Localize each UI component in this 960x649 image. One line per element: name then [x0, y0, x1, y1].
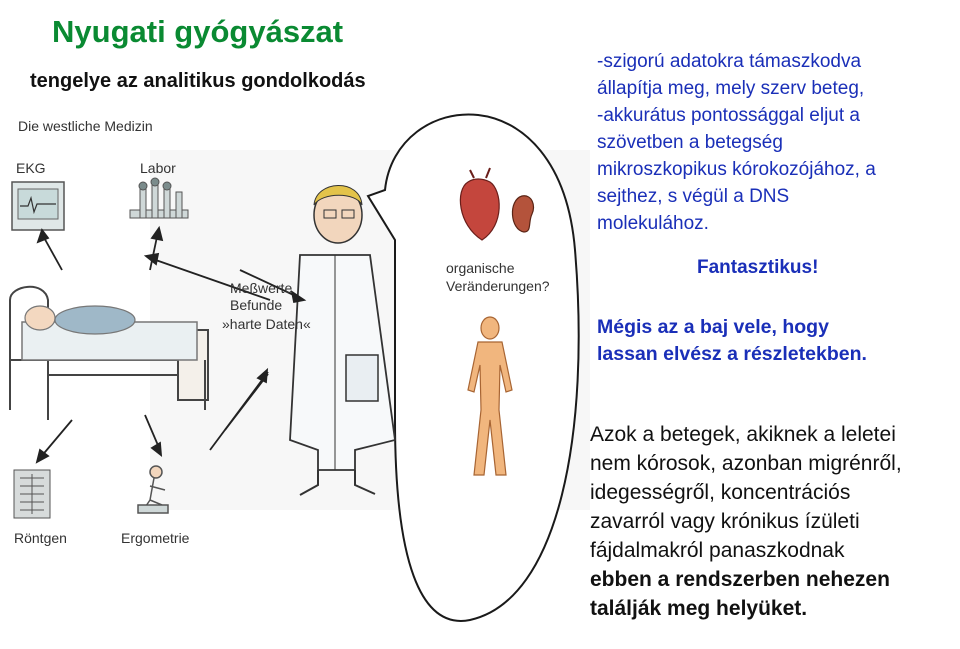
emphasis-line: lassan elvész a részletekben.: [597, 343, 867, 365]
description-line: mikroszkopikus kórokozójához, a: [597, 159, 876, 180]
xray-icon: [14, 470, 50, 518]
description-text: [597, 48, 957, 237]
description-line: állapítja meg, mely szerv beteg,: [597, 78, 865, 99]
patients-text: [590, 420, 958, 623]
page-subtitle: tengelye az analitikus gondolkodás: [30, 70, 366, 92]
description-line: szövetben a betegség: [597, 132, 783, 153]
page-title: Nyugati gyógyászat: [52, 14, 344, 49]
labor-label: Labor: [140, 160, 176, 176]
description-line: -akkurátus pontossággal eljut a: [597, 105, 860, 126]
patients-line: Azok a betegek, akiknek a leletei: [590, 423, 896, 446]
ekg-label: EKG: [16, 160, 46, 176]
fantastic-exclamation: Fantasztikus!: [697, 257, 819, 278]
patients-line: fájdalmakról panaszkodnak: [590, 539, 845, 562]
description-line: -szigorú adatokra támaszkodva: [597, 51, 862, 72]
emphasis-line: Mégis az a baj vele, hogy: [597, 316, 829, 338]
emphasis-text: [597, 314, 867, 368]
illustration-caption: Die westliche Medizin: [18, 118, 153, 134]
messwerte-label: Meßwerte: [230, 280, 293, 296]
roentgen-label: Röntgen: [14, 530, 67, 546]
ergometrie-label: Ergometrie: [121, 530, 190, 546]
description-line: sejthez, s végül a DNS: [597, 186, 790, 207]
veraenderungen-label: Veränderungen?: [446, 278, 550, 294]
organische-label: organische: [446, 260, 515, 276]
patients-bold-line: ebben a rendszerben nehezen: [590, 568, 890, 591]
befunde-label: Befunde: [230, 297, 283, 313]
patients-bold-line: találják meg helyüket.: [590, 597, 808, 620]
ekg-monitor-icon: [12, 182, 64, 230]
patients-line: nem kórosok, azonban migrénről,: [590, 452, 902, 475]
harte-daten-label: »harte Daten«: [222, 316, 311, 332]
patients-line: idegességről, koncentrációs: [590, 481, 851, 504]
description-line: molekulához.: [597, 213, 709, 234]
patients-line: zavarról vagy krónikus ízületi: [590, 510, 860, 533]
